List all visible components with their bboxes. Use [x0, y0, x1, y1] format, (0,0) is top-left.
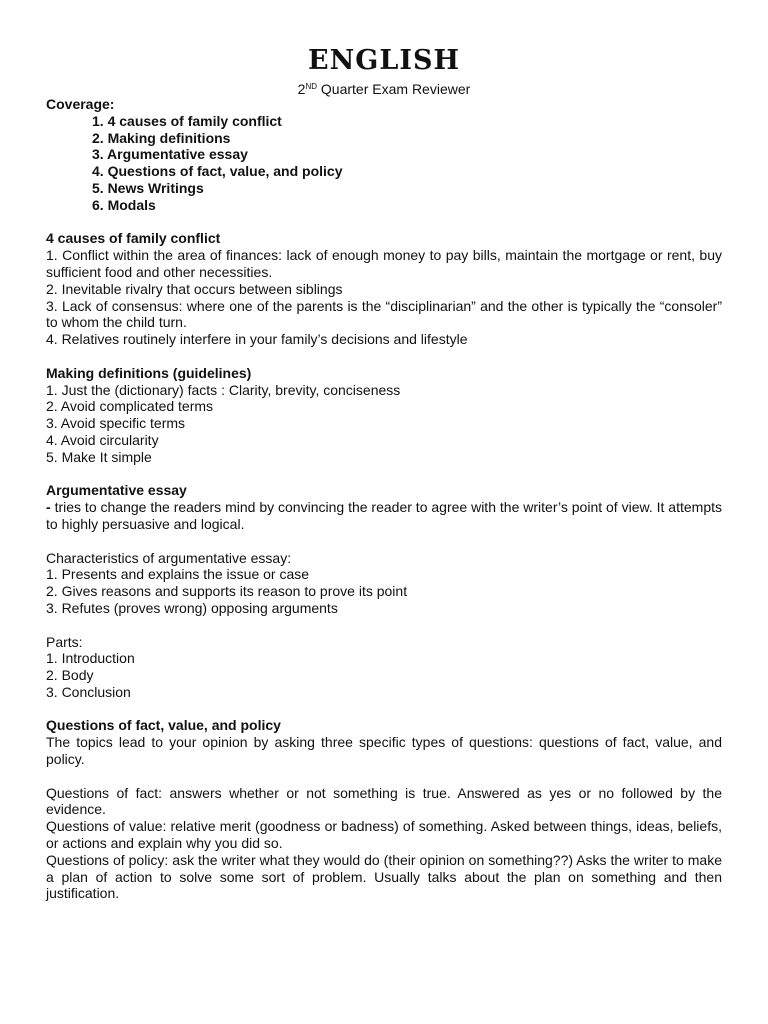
spacer: [46, 617, 722, 634]
coverage-item: 3. Argumentative essay: [92, 146, 248, 163]
coverage-item: 4. Questions of fact, value, and policy: [92, 163, 343, 180]
parts-item: 2. Body: [46, 667, 94, 684]
coverage-item: 6. Modals: [92, 196, 156, 213]
characteristics-item: 3. Refutes (proves wrong) opposing arguments: [46, 599, 338, 616]
family-conflict-item: 1. Conflict within the area of finances: lack of enough money to pay bills, maintain the mortgage or rent, buy sufficient food and other necessities.: [46, 247, 722, 280]
spacer: [46, 768, 722, 785]
characteristics-item: 2. Gives reasons and supports its reason to prove its point: [46, 583, 408, 600]
spacer: [46, 533, 722, 550]
coverage-item: 1. 4 causes of family conflict: [92, 112, 282, 129]
spacer: [46, 466, 722, 483]
questions-policy: Questions of policy: ask the writer what they would do (their opinion on something??) Asks the writer to make a plan of action to solve some sort of problem. Usually talks about the plan on something and then justification.: [46, 851, 722, 902]
questions-value: Questions of value: relative merit (goodness or badness) of something. Asked between things, ideas, beliefs, or actions and explain why you did so.: [46, 818, 722, 852]
characteristics-item: 1. Presents and explains the issue or case: [46, 566, 310, 583]
questions-intro: The topics lead to your opinion by asking three specific types of questions: questions of fact, value, and policy.: [46, 734, 722, 768]
subtitle-text: Quarter Exam Reviewer: [317, 81, 471, 97]
definitions-item: 5. Make It simple: [46, 448, 152, 465]
subtitle-superscript: ND: [305, 82, 318, 91]
coverage-item: 5. News Writings: [92, 179, 204, 196]
description-text: tries to change the readers mind by convincing the reader to agree with the writer’s point of view. It attempts to highly persuasive and logical.: [46, 499, 722, 532]
questions-fact: Questions of fact: answers whether or not something is true. Answered as yes or no followed by the evidence.: [46, 784, 722, 818]
characteristics-heading: Characteristics of argumentative essay:: [46, 549, 292, 566]
family-conflict-item: 2. Inevitable rivalry that occurs between siblings: [46, 280, 343, 297]
description-dash: -: [46, 499, 51, 516]
document-body: [46, 96, 722, 902]
definitions-item: 4. Avoid circularity: [46, 431, 159, 448]
coverage-heading: Coverage:: [46, 96, 115, 112]
parts-item: 1. Introduction: [46, 650, 135, 667]
document-title: ENGLISH: [308, 45, 460, 76]
argumentative-heading: Argumentative essay: [46, 482, 187, 499]
parts-item: 3. Conclusion: [46, 683, 131, 700]
spacer: [46, 348, 722, 365]
argumentative-description: [46, 499, 722, 533]
definitions-item: 2. Avoid complicated terms: [46, 398, 214, 415]
spacer: [46, 214, 722, 231]
definitions-item: 1. Just the (dictionary) facts : Clarity, brevity, conciseness: [46, 381, 401, 398]
parts-heading: Parts:: [46, 633, 83, 650]
definitions-item: 3. Avoid specific terms: [46, 415, 186, 432]
spacer: [46, 701, 722, 718]
family-conflict-item: 4. Relatives routinely interfere in your family’s decisions and lifestyle: [46, 331, 468, 348]
family-conflict-item: 3. Lack of consensus: where one of the parents is the “disciplinarian” and the other is typically the “consoler” to whom the child turn.: [46, 297, 722, 331]
definitions-heading: Making definitions (guidelines): [46, 364, 252, 381]
family-conflict-heading: 4 causes of family conflict: [46, 230, 221, 247]
coverage-item: 2. Making definitions: [92, 129, 231, 146]
questions-heading: Questions of fact, value, and policy: [46, 717, 281, 734]
subtitle-number: 2: [297, 81, 306, 97]
